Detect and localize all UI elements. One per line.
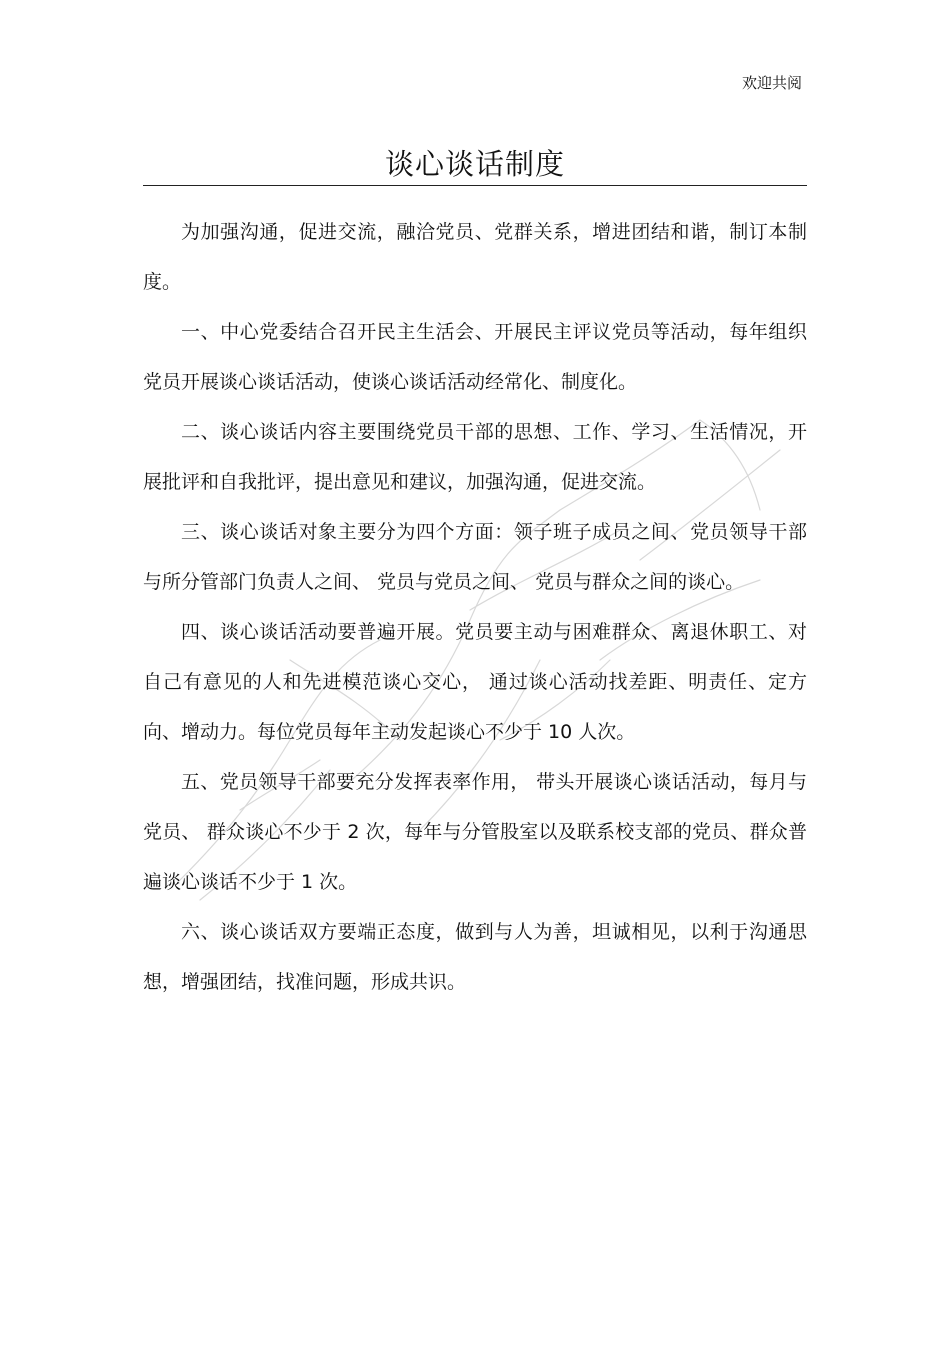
paragraph-3: 三、谈心谈话对象主要分为四个方面：领子班子成员之间、党员领导干部与所分管部门负责人之间、 党员与党员之间、 党员与群众之间的谈心。 bbox=[143, 521, 807, 593]
header-note: 欢迎共阅 bbox=[741, 74, 802, 92]
title-underline bbox=[143, 185, 807, 186]
paragraph-5: 五、党员领导干部要充分发挥表率作用， 带头开展谈心谈话活动，每月与党员、 群众谈心不少于 2 次，每年与分管股室以及联系校支部的党员、群众普遍谈心谈话不少于 1 次。 bbox=[143, 771, 807, 893]
page-title: 谈心谈话制度 bbox=[384, 147, 565, 181]
document-body bbox=[143, 207, 807, 1007]
paragraph-intro: 为加强沟通，促进交流，融洽党员、党群关系，增进团结和谐，制订本制度。 bbox=[143, 221, 807, 293]
paragraph-1: 一、中心党委结合召开民主生活会、开展民主评议党员等活动，每年组织党员开展谈心谈话活动，使谈心谈话活动经常化、制度化。 bbox=[143, 321, 807, 393]
paragraph-6: 六、谈心谈话双方要端正态度，做到与人为善，坦诚相见，以利于沟通思想，增强团结，找准问题，形成共识。 bbox=[143, 921, 807, 993]
paragraph-2: 二、谈心谈话内容主要围绕党员干部的思想、工作、学习、生活情况，开展批评和自我批评，提出意见和建议，加强沟通，促进交流。 bbox=[143, 421, 807, 493]
paragraph-4: 四、谈心谈话活动要普遍开展。党员要主动与困难群众、离退休职工、对自己有意见的人和先进模范谈心交心， 通过谈心活动找差距、明责任、定方向、增动力。每位党员每年主动发起谈心不少于 10 人次。 bbox=[143, 621, 807, 743]
